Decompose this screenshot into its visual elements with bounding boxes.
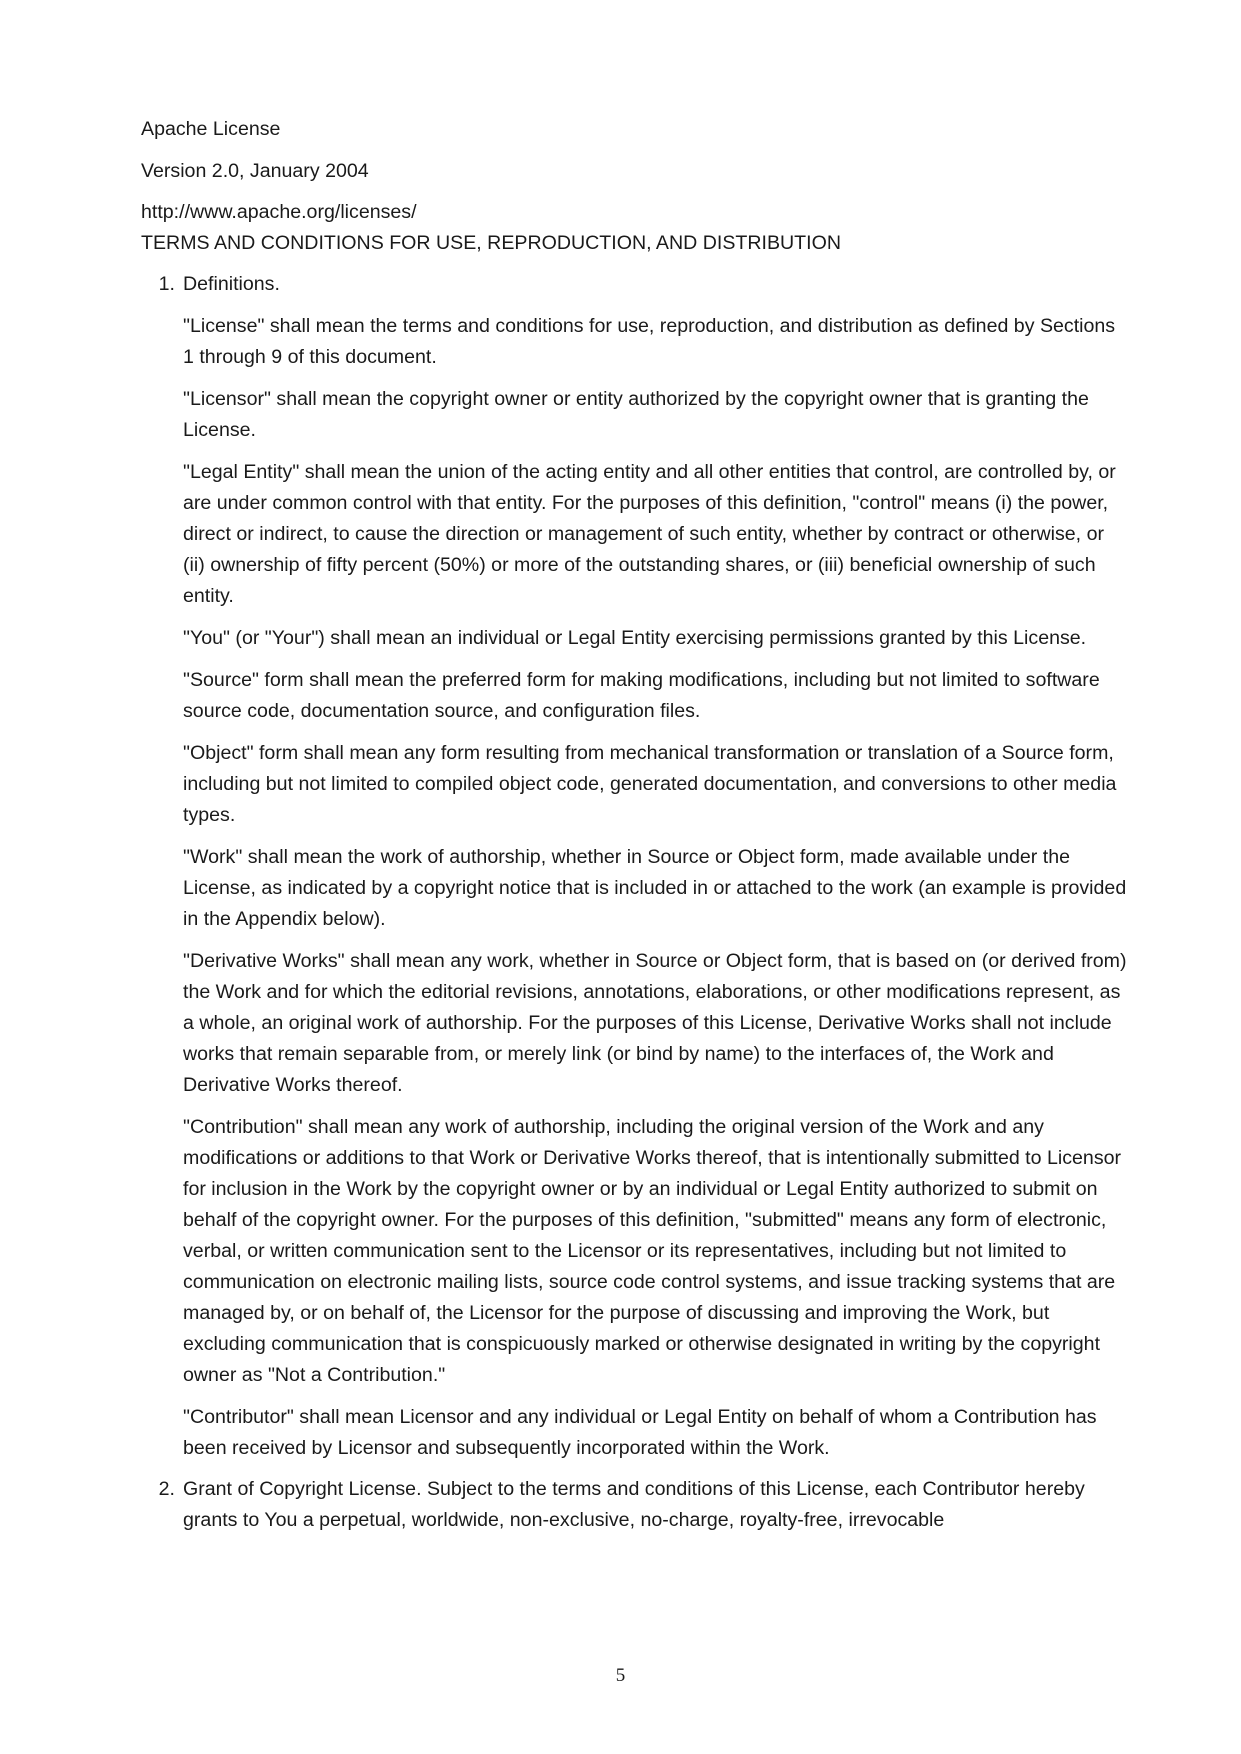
document-title: Apache License: [141, 118, 281, 140]
license-url: http://www.apache.org/licenses/: [141, 201, 417, 223]
terms-heading: TERMS AND CONDITIONS FOR USE, REPRODUCTION, AND DISTRIBUTION: [141, 232, 841, 254]
definition-contribution: "Contribution" shall mean any work of authorship, including the original version of the Work and any modifications or additions to that Work or Derivative Works thereof, that is intentionally submitted to Licensor for inclusion in the Work by the copyright owner or by an individual or Legal Entity authorized to submit on behalf of the copyright owner. For the purposes of this definition, "submitted" means any form of electronic, verbal, or written communication sent to the Licensor or its representatives, including but not limited to communication on electronic mailing lists, source code control systems, and issue tracking systems that are managed by, or on behalf of, the Licensor for the purpose of discussing and improving the Work, but excluding communication that is conspicuously marked or otherwise designated in writing by the copyright owner as "Not a Contribution.": [183, 1116, 1122, 1386]
section-number: 1.: [158, 273, 175, 295]
definition-work: "Work" shall mean the work of authorship, whether in Source or Object form, made available under the License, as indicated by a copyright notice that is included in or attached to the work (an example is provided in the Appendix below).: [183, 846, 1127, 930]
definition-contributor: "Contributor" shall mean Licensor and any individual or Legal Entity on behalf of whom a Contribution has been received by Licensor and subsequently incorporated within the Work.: [183, 1406, 1097, 1459]
section-grant-of-copyright: [141, 1474, 1131, 1536]
definition-licensor: "Licensor" shall mean the copyright owner or entity authorized by the copyright owner that is granting the License.: [183, 388, 1089, 441]
definition-object: "Object" form shall mean any form resulting from mechanical transformation or translation of a Source form, including but not limited to compiled object code, generated documentation, and conversions to other media types.: [183, 742, 1117, 826]
section-title: Definitions.: [183, 273, 280, 295]
section-number: 2.: [158, 1478, 175, 1500]
definition-license: "License" shall mean the terms and conditions for use, reproduction, and distribution as defined by Sections 1 through 9 of this document.: [183, 315, 1116, 368]
definition-derivative-works: "Derivative Works" shall mean any work, whether in Source or Object form, that is based on (or derived from) the Work and for which the editorial revisions, annotations, elaborations, or other modifications represent, as a whole, an original work of authorship. For the purposes of this License, Derivative Works shall not include works that remain separable from, or merely link (or bind by name) to the interfaces of, the Work and Derivative Works thereof.: [183, 950, 1127, 1096]
section-title: Grant of Copyright License. Subject to the terms and conditions of this License, each Contributor hereby grants to You a perpetual, worldwide, non-exclusive, no-charge, royalty-free, irrevocable: [183, 1478, 1085, 1531]
definition-source: "Source" form shall mean the preferred form for making modifications, including but not limited to software source code, documentation source, and configuration files.: [183, 669, 1100, 722]
definition-legal-entity: "Legal Entity" shall mean the union of the acting entity and all other entities that control, are controlled by, or are under common control with that entity. For the purposes of this definition, "control" means (i) the power, direct or indirect, to cause the direction or management of such entity, whether by contract or otherwise, or (ii) ownership of fifty percent (50%) or more of the outstanding shares, or (iii) beneficial ownership of such entity.: [183, 461, 1116, 607]
page-number: 5: [615, 1665, 626, 1686]
definition-you: "You" (or "Your") shall mean an individual or Legal Entity exercising permissions granted by this License.: [183, 627, 1087, 649]
section-definitions: [141, 269, 1131, 1464]
version-line: Version 2.0, January 2004: [141, 160, 369, 182]
license-document: [141, 114, 1131, 1546]
